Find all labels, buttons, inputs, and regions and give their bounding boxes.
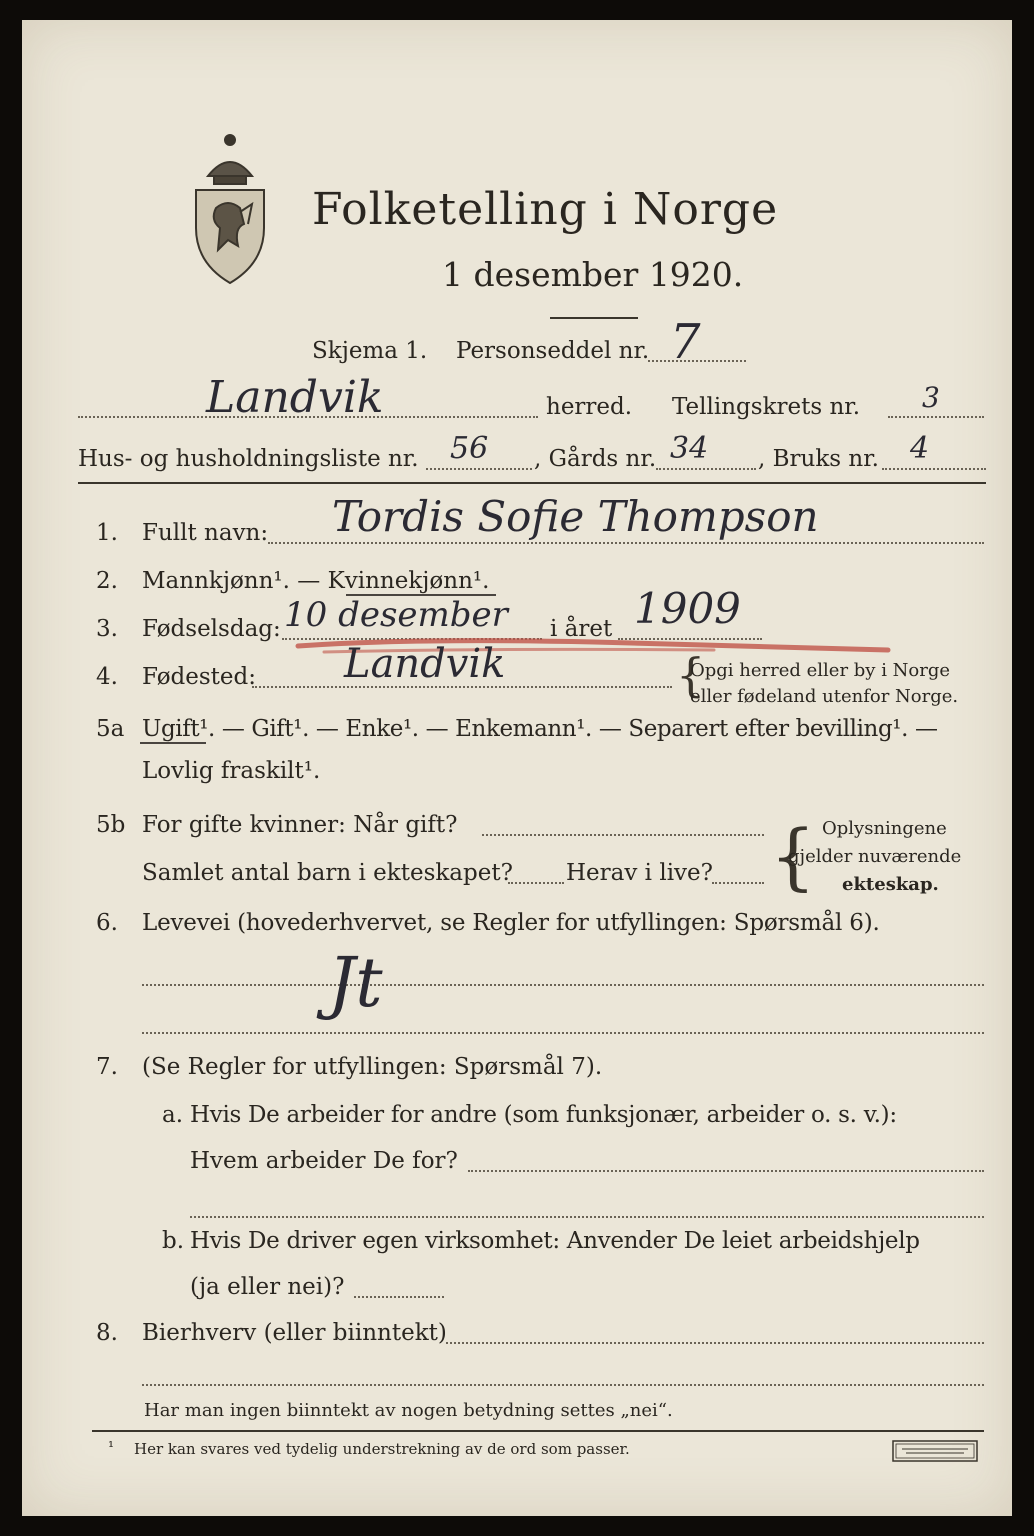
q8-number: 8.: [96, 1320, 118, 1346]
q7a-line1: Hvis De arbeider for andre (som funksjonær, arbeider o. s. v.):: [190, 1102, 897, 1128]
q5b-note-line1: Oplysningene: [822, 818, 947, 839]
q7b-line1: Hvis De driver egen virksomhet: Anvender De leiet arbeidshjelp: [190, 1228, 920, 1254]
personseddel-value: 7: [670, 314, 701, 370]
q5b-alive-line: [712, 882, 764, 884]
q6-number: 6.: [96, 910, 118, 936]
bruks-line: [882, 468, 986, 470]
q5b-brace: {: [770, 814, 816, 898]
header-divider: [78, 482, 986, 484]
q6-line1: [142, 984, 984, 986]
q5b-line1: For gifte kvinner: Når gift?: [142, 812, 458, 838]
q2-number: 2.: [96, 568, 118, 594]
schema-label: Skjema 1.: [312, 338, 428, 364]
q1-label: Fullt navn:: [142, 520, 269, 546]
bruks-value: 4: [910, 431, 930, 466]
q1-line: [268, 542, 984, 544]
herred-value: Landvik: [206, 372, 384, 423]
norwegian-coat-of-arms-icon: [188, 128, 272, 288]
q5b-number: 5b: [96, 812, 126, 838]
footnote-marker: ¹: [108, 1438, 115, 1456]
q7b-line: [354, 1296, 444, 1298]
q7b-letter: b.: [162, 1228, 185, 1254]
q2-text: Mannkjønn¹. — Kvinnekjønn¹.: [142, 568, 490, 594]
footnote-text: Her kan svares ved tydelig understrekning av de ord som passer.: [134, 1440, 630, 1458]
q6-text: Levevei (hovederhvervet, se Regler for utfyllingen: Spørsmål 6).: [142, 910, 880, 936]
hus-label: Hus- og husholdningsliste nr.: [78, 446, 419, 472]
q6-line2: [142, 1032, 984, 1034]
q7a-letter: a.: [162, 1102, 184, 1128]
q1-number: 1.: [96, 520, 118, 546]
q6-value: Jt: [328, 944, 383, 1023]
q4-brace: {: [676, 648, 706, 702]
hus-line: [426, 468, 532, 470]
q7-text: (Se Regler for utfyllingen: Spørsmål 7).: [142, 1054, 603, 1080]
q7-number: 7.: [96, 1054, 118, 1080]
q7a-extra-line: [190, 1216, 984, 1218]
census-date: 1 desember 1920.: [442, 255, 744, 294]
herred-label: herred.: [546, 394, 633, 420]
q5b-married-line: [482, 834, 764, 836]
q4-value: Landvik: [344, 641, 506, 687]
census-form: [22, 20, 1012, 1516]
q3-day-value: 10 desember: [284, 595, 508, 635]
form-title: Folketelling i Norge: [312, 184, 779, 235]
q5a-ugift-underline: [140, 742, 206, 744]
title-divider: [550, 317, 638, 319]
gards-value: 34: [670, 431, 709, 466]
footnote-divider: [92, 1430, 984, 1432]
q5b-line2b: Herav i live?: [566, 860, 713, 886]
q4-number: 4.: [96, 664, 118, 690]
tellingskrets-value: 3: [922, 381, 940, 414]
bruks-label: , Bruks nr.: [758, 446, 879, 472]
q5a-number: 5a: [96, 716, 125, 742]
q8-line2: [142, 1384, 984, 1386]
q8-label: Bierhverv (eller biinntekt): [142, 1320, 447, 1346]
gards-label: , Gårds nr.: [534, 446, 657, 472]
q5a-line2: Lovlig fraskilt¹.: [142, 758, 321, 784]
q3-year-label: i året: [550, 616, 613, 642]
q5a-line1: Ugift¹. — Gift¹. — Enke¹. — Enkemann¹. — Separert efter bevilling¹. —: [142, 716, 938, 742]
q4-note-line2: eller fødeland utenfor Norge.: [690, 686, 959, 707]
personseddel-label: Personseddel nr.: [456, 338, 650, 364]
q5b-note-line2: gjelder nuværende: [788, 846, 962, 867]
q3-year-value: 1909: [634, 584, 741, 633]
q7a-line: [468, 1170, 984, 1172]
q3-label: Fødselsdag:: [142, 616, 281, 642]
q5b-children-line: [508, 882, 564, 884]
q8-line1: [446, 1342, 984, 1344]
q7a-line2: Hvem arbeider De for?: [190, 1148, 458, 1174]
gards-line: [656, 468, 756, 470]
q5b-note-line3: ekteskap.: [842, 874, 939, 895]
q4-note-line1: Opgi herred eller by i Norge: [690, 660, 951, 681]
q5b-line2a: Samlet antal barn i ekteskapet?: [142, 860, 513, 886]
q4-label: Fødested:: [142, 664, 257, 690]
q8-note: Har man ingen biinntekt av nogen betydning settes „nei“.: [144, 1400, 673, 1421]
hus-value: 56: [450, 431, 489, 466]
q7b-line2: (ja eller nei)?: [190, 1274, 345, 1300]
q1-value: Tordis Sofie Thompson: [332, 492, 819, 541]
tellingskrets-line: [888, 416, 984, 418]
q3-number: 3.: [96, 616, 118, 642]
printer-stamp-icon: [892, 1440, 978, 1462]
tellingskrets-label: Tellingskrets nr.: [672, 394, 861, 420]
